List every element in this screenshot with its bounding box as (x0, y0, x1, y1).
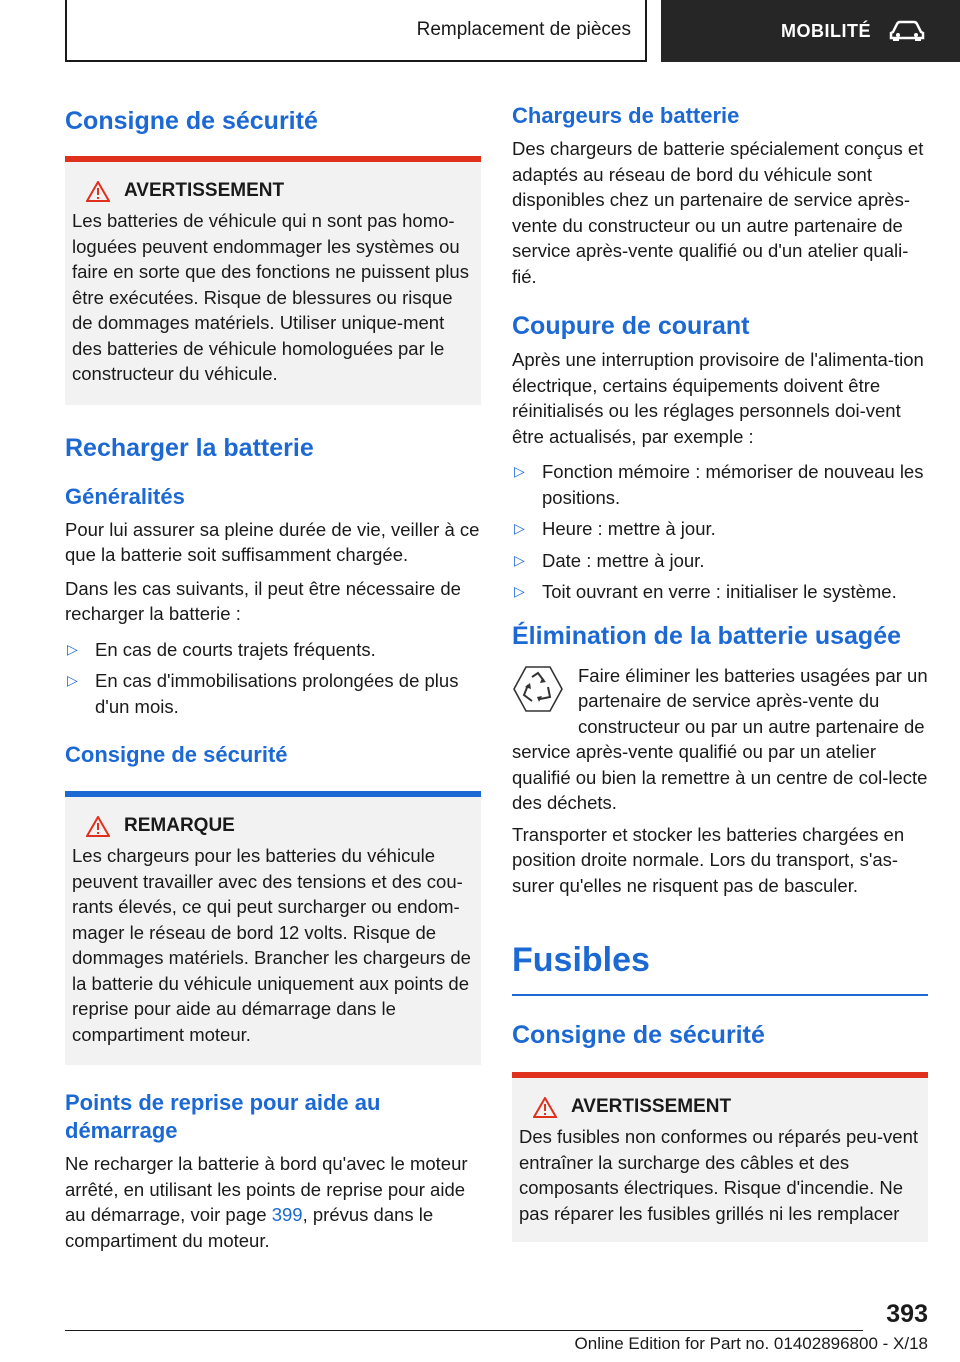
warning-title: AVERTISSEMENT (571, 1096, 732, 1117)
warning-title-row (519, 1096, 922, 1118)
chapter-tab (65, 0, 647, 62)
note-title-row (72, 815, 475, 837)
warning-bar (65, 156, 481, 162)
warning-triangle-icon (86, 181, 110, 202)
warning-triangle-icon (533, 1097, 557, 1118)
disposal-text-1: Faire éliminer les batteries usagées par un partenaire de service après-vente du constructeur ou par un autre partenaire de service après-vente qualifié ou par un atelier qualifié ou bien la remettre à un centre de col-lecte des déchets. (512, 664, 928, 813)
right-column (512, 100, 928, 1242)
edition-text: Online Edition for Part no. 01402896800 - X/18 (574, 1334, 928, 1353)
fuses-safety-heading: Consigne de sécurité (512, 1021, 765, 1049)
power-cut-text: Après une interruption provisoire de l'alimenta-tion électrique, certains équipements doivent être réinitialisés ou les réglages personnels doi-vent être actualisés, par exemple : (512, 349, 924, 447)
left-column (65, 100, 481, 1253)
section-tab (661, 0, 960, 62)
disposal-heading: Élimination de la batterie usagée (512, 621, 902, 650)
fuses-warning-callout (512, 1072, 928, 1242)
triangle-bullet-icon: ▷ (514, 520, 525, 536)
disposal-block (512, 663, 928, 816)
power-cut-heading: Coupure de courant (512, 312, 750, 340)
triangle-bullet-icon: ▷ (514, 583, 525, 599)
triangle-bullet-icon: ▷ (67, 640, 78, 657)
list-item: ▷ Fonction mémoire : mémoriser de nouveau les positions. (514, 461, 924, 508)
disposal-text-2: Transporter et stocker les batteries chargées en position droite normale. Lors du transport, s'as-surer qu'elles ne risquent pas de basculer. (512, 823, 905, 896)
power-cut-list (512, 459, 928, 605)
page-number: 393 (886, 1300, 928, 1328)
footer-rule (65, 1330, 863, 1331)
section-title: MOBILITÉ (781, 20, 871, 41)
list-item: ▷ Toit ouvrant en verre : initialiser le système. (512, 579, 928, 605)
fuses-heading: Fusibles (512, 941, 650, 979)
fuses-rule (512, 994, 928, 996)
general-paragraph-1: Pour lui assurer sa pleine durée de vie, veiller à ce que la batterie soit suffisamment chargée. (65, 518, 480, 565)
safety2-heading: Consigne de sécurité (65, 742, 288, 767)
warning-title-row (72, 180, 475, 202)
chargers-heading: Chargeurs de batterie (512, 103, 740, 128)
general-heading: Généralités (65, 483, 185, 509)
warning-title: AVERTISSEMENT (124, 180, 285, 201)
triangle-bullet-icon: ▷ (67, 672, 78, 688)
list-item: ▷ Date : mettre à jour. (512, 548, 928, 574)
recycle-icon (512, 663, 564, 723)
recharge-heading: Recharger la batterie (65, 433, 314, 462)
warning-text: Des fusibles non conformes ou réparés peu-vent entraîner la surcharge des câbles et des composants électriques. Risque d'incendie. Ne pas réparer les fusibles grillés ni les remplacer (519, 1126, 918, 1224)
safety-heading: Consigne de sécurité (65, 107, 318, 135)
list-item: ▷ Heure : mettre à jour. (512, 516, 928, 542)
jump-start-heading: Points de reprise pour aide au démarrage (65, 1090, 381, 1143)
warning-bar (512, 1072, 928, 1078)
warning-triangle-icon (86, 816, 110, 837)
general-paragraph-2: Dans les cas suivants, il peut être nécessaire de recharger la batterie : (65, 577, 461, 624)
car-icon (889, 20, 925, 42)
note-text: Les chargeurs pour les batteries du véhicule peuvent travailler avec des tensions et des cou-rants élevés, ce qui peut surcharger ou endom-mager le réseau de bord 12 volts. Risque de dommages matériels. Brancher les chargeurs de la batterie du véhicule uniquement aux points de reprise pour aide au démarrage dans le compartiment moteur. (72, 845, 471, 1045)
note-callout (65, 791, 481, 1065)
recharge-cases-list (65, 637, 481, 720)
triangle-bullet-icon: ▷ (514, 463, 525, 479)
warning-callout (65, 156, 481, 405)
list-item: ▷ En cas de courts trajets fréquents. (65, 637, 481, 663)
warning-text: Les batteries de véhicule qui n sont pas homo-loguées peuvent endommager les systèmes ou faire en sorte que des fonctions ne puissent plus être exécutées. Risque de blessures ou risque de dommages matériels. Utiliser unique-ment des batteries de véhicule homologuées par le constructeur du véhicule. (72, 210, 469, 384)
triangle-bullet-icon: ▷ (514, 551, 525, 568)
note-bar (65, 791, 481, 797)
page-link[interactable]: 399 (271, 1204, 303, 1225)
list-item: ▷ En cas d'immobilisations prolongées de plus d'un mois. (67, 670, 459, 717)
chargers-text: Des chargeurs de batterie spécialement conçus et adaptés au réseau de bord du véhicule sont disponibles chez un partenaire de service après-vente du constructeur ou un autre partenaire de service après-vente qualifié ou d'un atelier quali-fié. (512, 138, 924, 287)
chapter-title: Remplacement de pièces (416, 19, 631, 40)
jump-start-text: Ne recharger la batterie à bord qu'avec le moteur arrêté, en utilisant les points de reprise pour aide au démarrage, voir page 399, prévus dans le compartiment du moteur. (65, 1153, 468, 1251)
note-title: REMARQUE (124, 815, 235, 836)
